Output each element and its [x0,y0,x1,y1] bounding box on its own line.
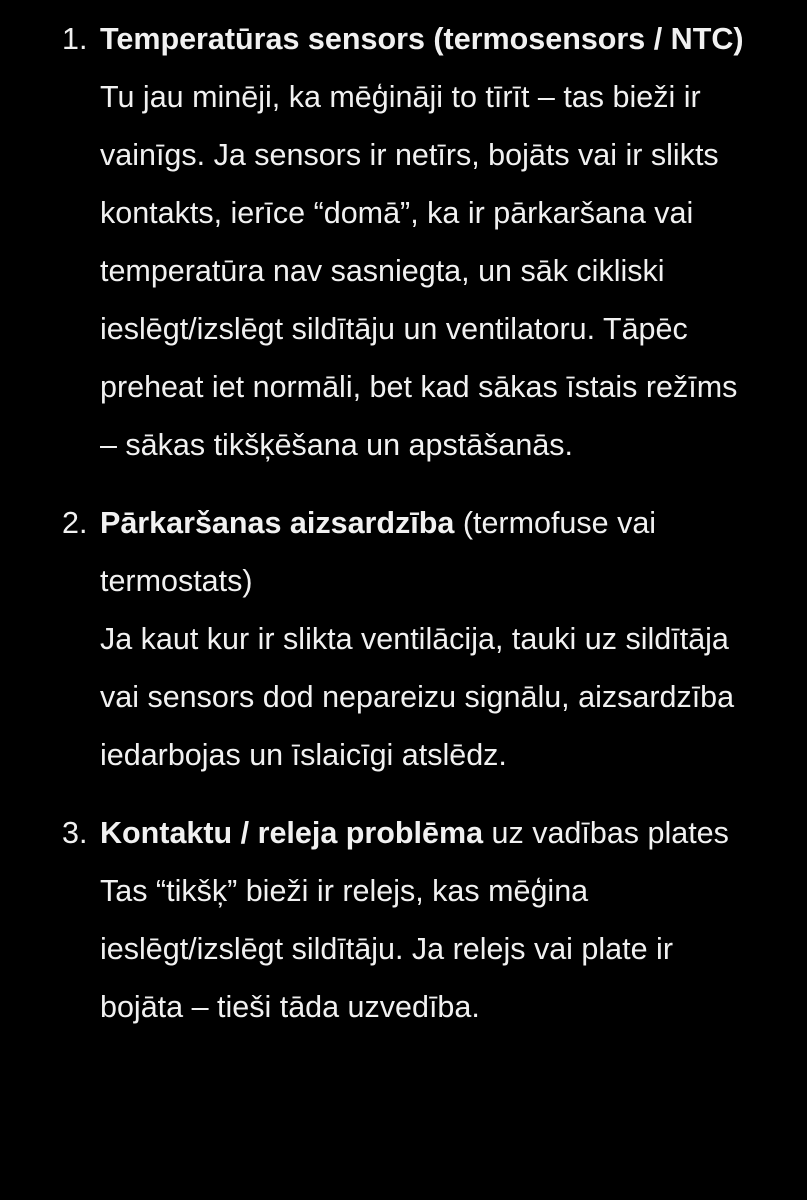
list-item-body: Tu jau minēji, ka mēģināji to tīrīt – tas bieži ir vainīgs. Ja sensors ir netīrs, bojāts vai ir slikts kontakts, ierīce “domā”, ka ir pārkaršana vai temperatūra nav sasniegta, un sāk cikliski ieslēgt/izslēgt sildītāju un ventilatoru. Tāpēc preheat iet normāli, bet kad sākas īstais režīms – sākas tikšķēšana un apstāšanās. [100,80,738,462]
list-item-heading [100,804,762,862]
list-item-body: Tas “tikšķ” bieži ir relejs, kas mēģina ieslēgt/izslēgt sildītāju. Ja relejs vai plate ir bojāta – tieši tāda uzvedība. [100,874,673,1024]
list-item-title-rest: uz vadības plates [483,816,729,850]
list-item [62,494,762,784]
list-item-title-bold: Pārkaršanas aizsardzība [100,506,455,540]
list-item-heading [100,10,762,68]
list-item-content [100,804,762,1036]
list-item-number: 3. [62,816,88,850]
list-item-title-rest: (termofuse vai termostats) [100,506,657,598]
list-item-content [100,494,762,784]
list-item-title-bold: Kontaktu / releja problēma [100,816,484,850]
list-item-title-bold: Temperatūras sensors (termosensors / NTC) [100,22,744,56]
list-item-body: Ja kaut kur ir slikta ventilācija, tauki uz sildītāja vai sensors dod nepareizu signālu, aizsardzība iedarbojas un īslaicīgi atslēdz. [100,622,735,772]
list-item-content [100,10,762,474]
list-item [62,804,762,1036]
list-item [62,10,762,474]
list-item-number: 1. [62,22,88,56]
numbered-list [62,10,762,1036]
list-item-number: 2. [62,506,88,540]
list-item-heading [100,494,762,610]
